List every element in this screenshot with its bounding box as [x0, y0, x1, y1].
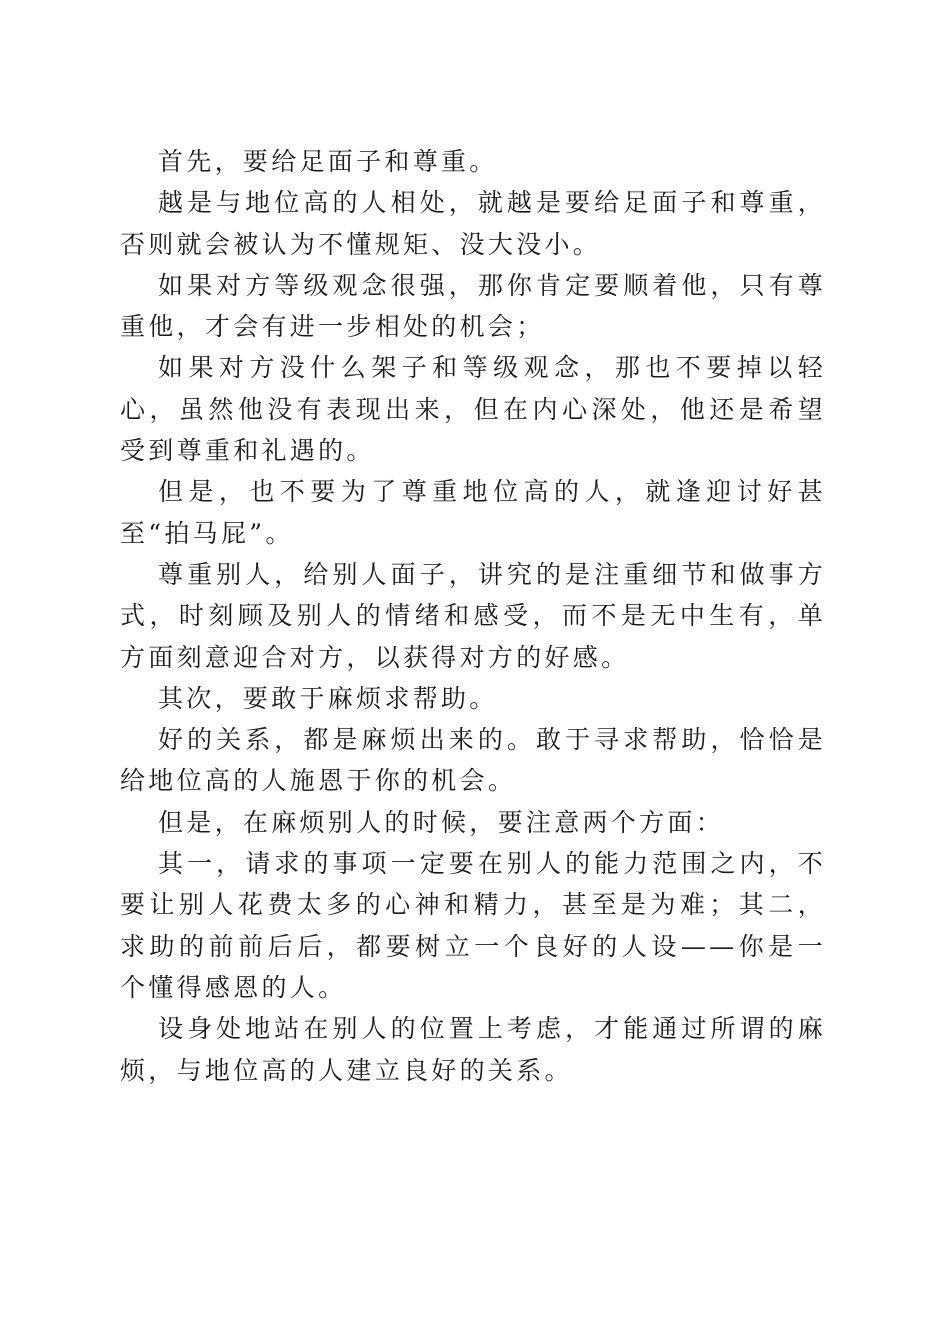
document-body — [120, 141, 826, 1091]
paragraph-no-airs: 如果对方没什么架子和等级观念，那也不要掉以轻心，虽然他没有表现出来，但在内心深处，他还是希望受到尊重和礼遇的。 — [120, 353, 826, 466]
paragraph-details-and-manner: 尊重别人，给别人面子，讲究的是注重细节和做事方式，时刻顾及别人的情绪和感受，而不是无中生有，单方面刻意迎合对方，以获得对方的好感。 — [120, 559, 826, 672]
paragraph-empathy-conclusion: 设身处地站在别人的位置上考虑，才能通过所谓的麻烦，与地位高的人建立良好的关系。 — [120, 1014, 826, 1085]
paragraph-two-aspects: 但是，在麻烦别人的时候，要注意两个方面： — [158, 807, 725, 837]
paragraph-good-relations: 好的关系，都是麻烦出来的。敢于寻求帮助，恰恰是给地位高的人施恩于你的机会。 — [120, 725, 826, 796]
paragraph-ask-for-help-heading: 其次，要敢于麻烦求帮助。 — [158, 683, 498, 713]
paragraph-first-and-second: 其一，请求的事项一定要在别人的能力范围之内，不要让别人花费太多的心神和精力，甚至是为难；其二，求助的前前后后，都要树立一个良好的人设——你是一个懂得感恩的人。 — [120, 849, 826, 1002]
paragraph-strong-hierarchy: 如果对方等级观念很强，那你肯定要顺着他，只有尊重他，才会有进一步相处的机会； — [120, 270, 826, 342]
paragraph-face-and-respect-heading: 首先，要给足面子和尊重。 — [158, 147, 498, 176]
paragraph-no-flattery: 但是，也不要为了尊重地位高的人，就逢迎讨好甚至“拍马屁”。 — [120, 477, 826, 548]
paragraph-respect-high-status: 越是与地位高的人相处，就越是要给足面子和尊重，否则就会被认为不懂规矩、没大没小。 — [120, 188, 826, 259]
